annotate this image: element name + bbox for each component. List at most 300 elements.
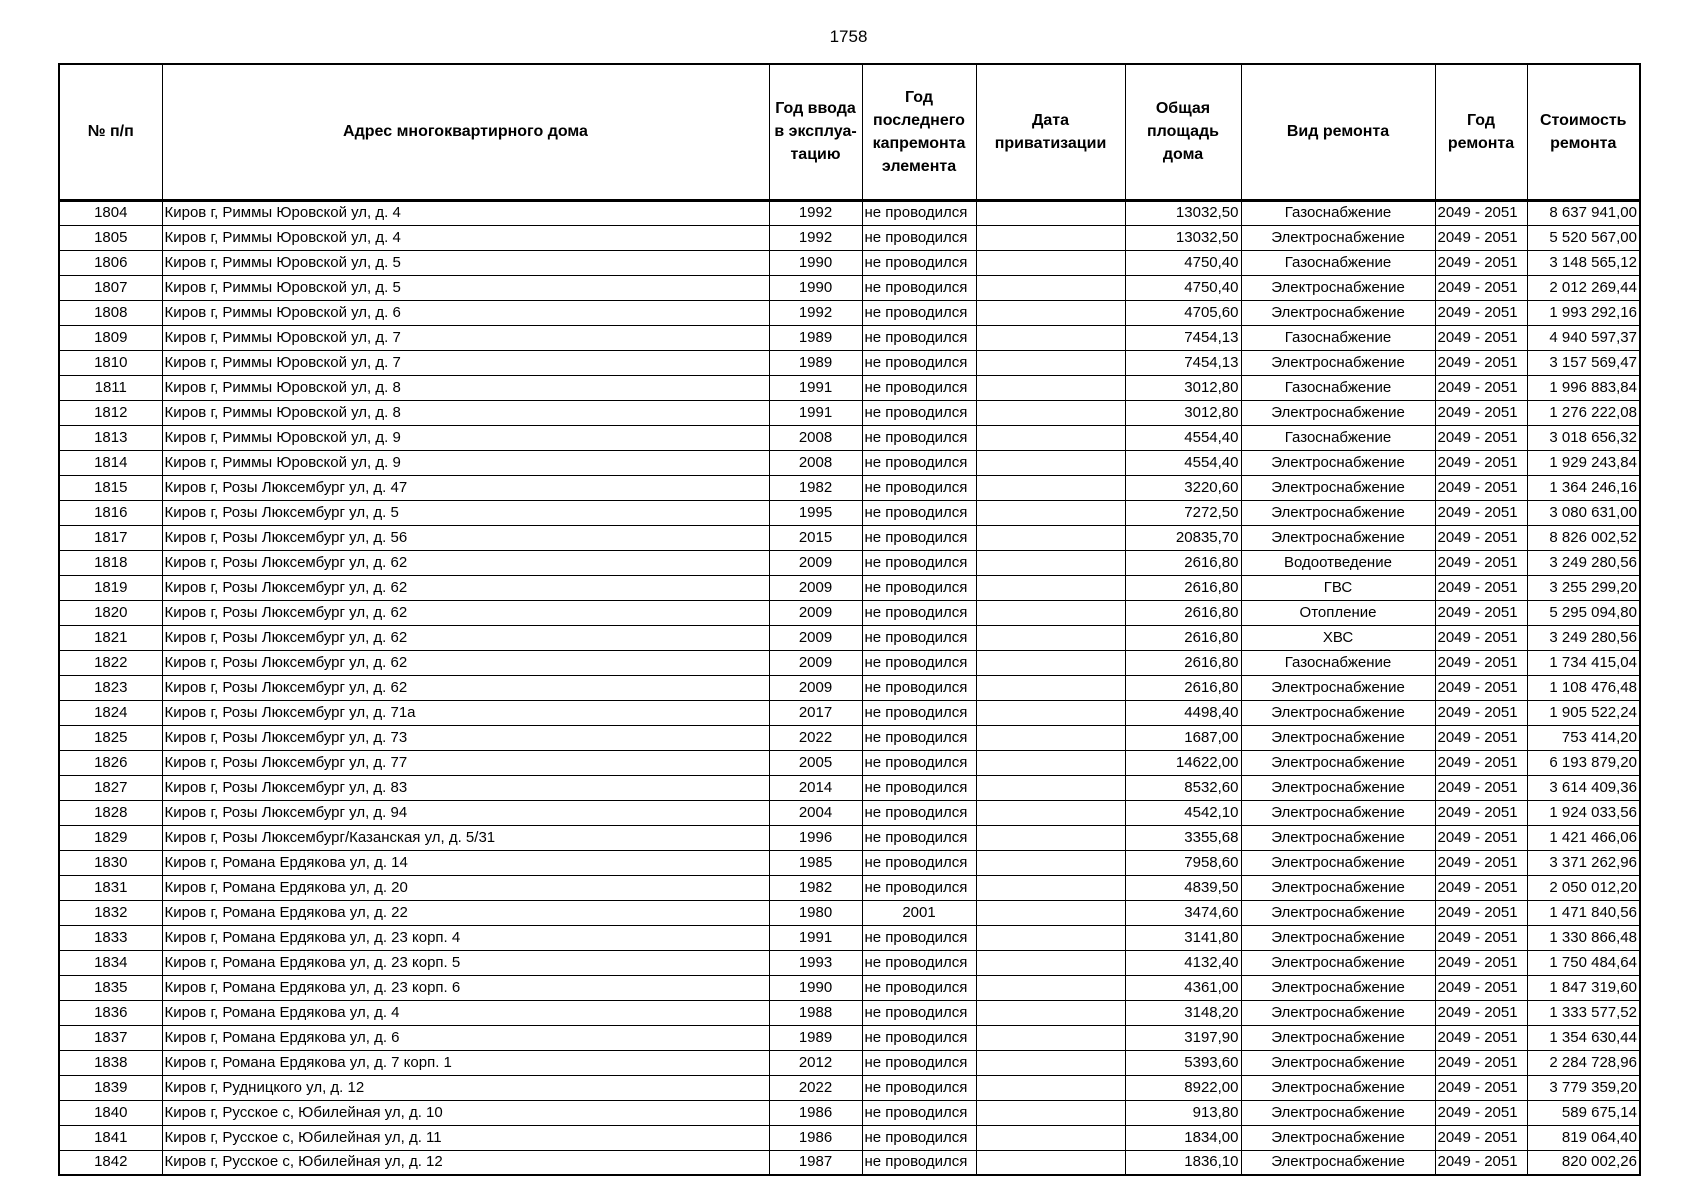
row-year-last-repair: не проводился <box>862 1050 976 1075</box>
row-repair-kind: ХВС <box>1241 625 1435 650</box>
row-repair-year: 2049 - 2051 <box>1435 425 1527 450</box>
table-row <box>59 1150 1640 1175</box>
row-address: Киров г, Риммы Юровской ул, д. 5 <box>162 250 769 275</box>
row-area: 3474,60 <box>1125 900 1241 925</box>
row-repair-kind: Электроснабжение <box>1241 1000 1435 1025</box>
header-cost: Стоимость ремонта <box>1527 64 1640 200</box>
row-year-commission: 1987 <box>769 1150 862 1175</box>
row-year-commission: 2009 <box>769 650 862 675</box>
row-number: 1823 <box>59 675 162 700</box>
row-year-last-repair: не проводился <box>862 450 976 475</box>
repair-register-table <box>58 63 1641 1176</box>
row-year-last-repair: не проводился <box>862 1075 976 1100</box>
table-row <box>59 750 1640 775</box>
row-privatization <box>976 200 1125 225</box>
row-cost: 1 354 630,44 <box>1527 1025 1640 1050</box>
row-privatization <box>976 550 1125 575</box>
row-year-last-repair: не проводился <box>862 850 976 875</box>
row-privatization <box>976 225 1125 250</box>
table-row <box>59 1000 1640 1025</box>
row-privatization <box>976 750 1125 775</box>
row-year-last-repair: не проводился <box>862 825 976 850</box>
row-repair-kind: Отопление <box>1241 600 1435 625</box>
row-year-last-repair: не проводился <box>862 800 976 825</box>
row-year-commission: 1990 <box>769 975 862 1000</box>
table-row <box>59 825 1640 850</box>
row-repair-kind: Электроснабжение <box>1241 775 1435 800</box>
row-number: 1810 <box>59 350 162 375</box>
row-address: Киров г, Романа Ердякова ул, д. 22 <box>162 900 769 925</box>
table-row <box>59 1075 1640 1100</box>
row-privatization <box>976 250 1125 275</box>
row-cost: 1 929 243,84 <box>1527 450 1640 475</box>
row-year-last-repair: не проводился <box>862 625 976 650</box>
row-address: Киров г, Розы Люксембург ул, д. 77 <box>162 750 769 775</box>
row-number: 1833 <box>59 925 162 950</box>
row-repair-year: 2049 - 2051 <box>1435 775 1527 800</box>
row-address: Киров г, Романа Ердякова ул, д. 4 <box>162 1000 769 1025</box>
row-privatization <box>976 500 1125 525</box>
row-year-commission: 1989 <box>769 350 862 375</box>
row-number: 1813 <box>59 425 162 450</box>
page-number: 1758 <box>829 27 868 46</box>
row-year-commission: 1995 <box>769 500 862 525</box>
row-year-commission: 1982 <box>769 875 862 900</box>
row-year-last-repair: не проводился <box>862 525 976 550</box>
row-cost: 1 924 033,56 <box>1527 800 1640 825</box>
row-number: 1814 <box>59 450 162 475</box>
table-row <box>59 300 1640 325</box>
row-address: Киров г, Риммы Юровской ул, д. 8 <box>162 375 769 400</box>
row-cost: 3 255 299,20 <box>1527 575 1640 600</box>
row-number: 1840 <box>59 1100 162 1125</box>
row-cost: 2 012 269,44 <box>1527 275 1640 300</box>
row-area: 2616,80 <box>1125 550 1241 575</box>
row-repair-year: 2049 - 2051 <box>1435 950 1527 975</box>
header-area: Общая площадь дома <box>1125 64 1241 200</box>
row-year-commission: 1989 <box>769 325 862 350</box>
header-address: Адрес многоквартирного дома <box>162 64 769 200</box>
row-year-commission: 1996 <box>769 825 862 850</box>
table-row <box>59 1050 1640 1075</box>
row-year-last-repair: не проводился <box>862 475 976 500</box>
row-privatization <box>976 975 1125 1000</box>
row-repair-kind: Электроснабжение <box>1241 1050 1435 1075</box>
table-row <box>59 375 1640 400</box>
row-year-last-repair: не проводился <box>862 875 976 900</box>
row-number: 1837 <box>59 1025 162 1050</box>
row-area: 4542,10 <box>1125 800 1241 825</box>
table-header-row <box>59 64 1640 200</box>
row-privatization <box>976 775 1125 800</box>
row-number: 1835 <box>59 975 162 1000</box>
table-row <box>59 600 1640 625</box>
row-address: Киров г, Розы Люксембург ул, д. 62 <box>162 625 769 650</box>
row-area: 1836,10 <box>1125 1150 1241 1175</box>
row-area: 3012,80 <box>1125 400 1241 425</box>
row-number: 1831 <box>59 875 162 900</box>
row-cost: 753 414,20 <box>1527 725 1640 750</box>
row-repair-year: 2049 - 2051 <box>1435 875 1527 900</box>
row-repair-year: 2049 - 2051 <box>1435 575 1527 600</box>
table-row <box>59 1100 1640 1125</box>
row-address: Киров г, Риммы Юровской ул, д. 4 <box>162 225 769 250</box>
row-area: 8532,60 <box>1125 775 1241 800</box>
row-year-commission: 2014 <box>769 775 862 800</box>
row-cost: 1 996 883,84 <box>1527 375 1640 400</box>
row-year-commission: 1986 <box>769 1125 862 1150</box>
row-privatization <box>976 1025 1125 1050</box>
header-year-last-repair: Год последнего капремонта элемента <box>862 64 976 200</box>
row-number: 1815 <box>59 475 162 500</box>
row-year-last-repair: не проводился <box>862 325 976 350</box>
row-area: 4705,60 <box>1125 300 1241 325</box>
row-address: Киров г, Розы Люксембург ул, д. 94 <box>162 800 769 825</box>
row-number: 1836 <box>59 1000 162 1025</box>
table-row <box>59 725 1640 750</box>
row-area: 4750,40 <box>1125 250 1241 275</box>
row-year-commission: 2009 <box>769 550 862 575</box>
row-repair-year: 2049 - 2051 <box>1435 275 1527 300</box>
row-year-commission: 2009 <box>769 600 862 625</box>
row-repair-kind: Газоснабжение <box>1241 650 1435 675</box>
row-repair-year: 2049 - 2051 <box>1435 675 1527 700</box>
row-repair-year: 2049 - 2051 <box>1435 1075 1527 1100</box>
row-year-last-repair: не проводился <box>862 775 976 800</box>
row-year-last-repair: не проводился <box>862 1025 976 1050</box>
row-repair-kind: Электроснабжение <box>1241 725 1435 750</box>
row-privatization <box>976 700 1125 725</box>
row-repair-year: 2049 - 2051 <box>1435 800 1527 825</box>
row-cost: 1 276 222,08 <box>1527 400 1640 425</box>
row-area: 2616,80 <box>1125 625 1241 650</box>
row-number: 1807 <box>59 275 162 300</box>
row-repair-year: 2049 - 2051 <box>1435 375 1527 400</box>
row-repair-year: 2049 - 2051 <box>1435 750 1527 775</box>
row-repair-kind: Электроснабжение <box>1241 225 1435 250</box>
row-privatization <box>976 450 1125 475</box>
row-privatization <box>976 650 1125 675</box>
row-year-last-repair: не проводился <box>862 1100 976 1125</box>
table-row <box>59 625 1640 650</box>
row-number: 1805 <box>59 225 162 250</box>
row-year-last-repair: не проводился <box>862 975 976 1000</box>
row-year-last-repair: не проводился <box>862 200 976 225</box>
row-privatization <box>976 275 1125 300</box>
row-address: Киров г, Риммы Юровской ул, д. 7 <box>162 325 769 350</box>
row-privatization <box>976 475 1125 500</box>
row-address: Киров г, Розы Люксембург ул, д. 83 <box>162 775 769 800</box>
table-row <box>59 875 1640 900</box>
table-row <box>59 525 1640 550</box>
row-repair-year: 2049 - 2051 <box>1435 700 1527 725</box>
row-repair-kind: Электроснабжение <box>1241 750 1435 775</box>
row-cost: 1 421 466,06 <box>1527 825 1640 850</box>
row-area: 7454,13 <box>1125 325 1241 350</box>
row-cost: 5 295 094,80 <box>1527 600 1640 625</box>
row-address: Киров г, Русское с, Юбилейная ул, д. 11 <box>162 1125 769 1150</box>
row-repair-kind: Электроснабжение <box>1241 950 1435 975</box>
row-privatization <box>976 950 1125 975</box>
row-repair-year: 2049 - 2051 <box>1435 650 1527 675</box>
table-row <box>59 925 1640 950</box>
table-row <box>59 1125 1640 1150</box>
row-year-last-repair: не проводился <box>862 700 976 725</box>
row-area: 4839,50 <box>1125 875 1241 900</box>
row-repair-kind: Электроснабжение <box>1241 275 1435 300</box>
row-privatization <box>976 825 1125 850</box>
row-number: 1830 <box>59 850 162 875</box>
row-year-commission: 1991 <box>769 375 862 400</box>
table-row <box>59 275 1640 300</box>
row-privatization <box>976 375 1125 400</box>
row-area: 4361,00 <box>1125 975 1241 1000</box>
row-privatization <box>976 400 1125 425</box>
row-repair-kind: ГВС <box>1241 575 1435 600</box>
row-year-commission: 1982 <box>769 475 862 500</box>
header-year-commission: Год ввода в эксплуа-тацию <box>769 64 862 200</box>
table-row <box>59 975 1640 1000</box>
row-area: 7454,13 <box>1125 350 1241 375</box>
row-number: 1816 <box>59 500 162 525</box>
row-repair-year: 2049 - 2051 <box>1435 1000 1527 1025</box>
row-privatization <box>976 525 1125 550</box>
row-area: 13032,50 <box>1125 225 1241 250</box>
row-year-last-repair: не проводился <box>862 1150 976 1175</box>
row-number: 1817 <box>59 525 162 550</box>
row-cost: 2 284 728,96 <box>1527 1050 1640 1075</box>
row-area: 3197,90 <box>1125 1025 1241 1050</box>
row-repair-kind: Электроснабжение <box>1241 1150 1435 1175</box>
row-repair-kind: Электроснабжение <box>1241 300 1435 325</box>
table-row <box>59 475 1640 500</box>
row-number: 1829 <box>59 825 162 850</box>
row-repair-kind: Электроснабжение <box>1241 475 1435 500</box>
row-area: 3220,60 <box>1125 475 1241 500</box>
row-year-commission: 1989 <box>769 1025 862 1050</box>
row-address: Киров г, Розы Люксембург ул, д. 62 <box>162 675 769 700</box>
row-repair-year: 2049 - 2051 <box>1435 1025 1527 1050</box>
row-repair-year: 2049 - 2051 <box>1435 1050 1527 1075</box>
header-privatization: Дата приватизации <box>976 64 1125 200</box>
row-area: 1687,00 <box>1125 725 1241 750</box>
row-area: 2616,80 <box>1125 600 1241 625</box>
table-row <box>59 575 1640 600</box>
row-address: Киров г, Риммы Юровской ул, д. 6 <box>162 300 769 325</box>
row-number: 1821 <box>59 625 162 650</box>
row-repair-year: 2049 - 2051 <box>1435 625 1527 650</box>
row-cost: 3 779 359,20 <box>1527 1075 1640 1100</box>
row-address: Киров г, Риммы Юровской ул, д. 7 <box>162 350 769 375</box>
row-cost: 1 750 484,64 <box>1527 950 1640 975</box>
row-cost: 6 193 879,20 <box>1527 750 1640 775</box>
row-year-commission: 2008 <box>769 450 862 475</box>
row-cost: 1 330 866,48 <box>1527 925 1640 950</box>
row-year-last-repair: 2001 <box>862 900 976 925</box>
row-number: 1822 <box>59 650 162 675</box>
row-repair-kind: Электроснабжение <box>1241 825 1435 850</box>
row-area: 3355,68 <box>1125 825 1241 850</box>
row-number: 1809 <box>59 325 162 350</box>
table-row <box>59 800 1640 825</box>
row-privatization <box>976 800 1125 825</box>
row-year-last-repair: не проводился <box>862 1000 976 1025</box>
row-repair-kind: Электроснабжение <box>1241 975 1435 1000</box>
row-address: Киров г, Романа Ердякова ул, д. 23 корп. 6 <box>162 975 769 1000</box>
row-address: Киров г, Романа Ердякова ул, д. 14 <box>162 850 769 875</box>
row-address: Киров г, Розы Люксембург ул, д. 5 <box>162 500 769 525</box>
row-year-last-repair: не проводился <box>862 275 976 300</box>
table-row <box>59 400 1640 425</box>
row-year-commission: 2005 <box>769 750 862 775</box>
table-row <box>59 900 1640 925</box>
row-cost: 3 371 262,96 <box>1527 850 1640 875</box>
row-area: 913,80 <box>1125 1100 1241 1125</box>
row-repair-kind: Газоснабжение <box>1241 325 1435 350</box>
row-area: 3141,80 <box>1125 925 1241 950</box>
row-number: 1806 <box>59 250 162 275</box>
table-row <box>59 450 1640 475</box>
row-privatization <box>976 425 1125 450</box>
row-repair-kind: Электроснабжение <box>1241 500 1435 525</box>
row-area: 4132,40 <box>1125 950 1241 975</box>
row-area: 3148,20 <box>1125 1000 1241 1025</box>
row-cost: 3 018 656,32 <box>1527 425 1640 450</box>
row-number: 1839 <box>59 1075 162 1100</box>
row-area: 4750,40 <box>1125 275 1241 300</box>
table-body <box>59 200 1640 1175</box>
row-cost: 820 002,26 <box>1527 1150 1640 1175</box>
row-year-last-repair: не проводился <box>862 950 976 975</box>
row-cost: 1 333 577,52 <box>1527 1000 1640 1025</box>
row-privatization <box>976 600 1125 625</box>
row-address: Киров г, Русское с, Юбилейная ул, д. 12 <box>162 1150 769 1175</box>
row-repair-year: 2049 - 2051 <box>1435 350 1527 375</box>
table-row <box>59 225 1640 250</box>
table-row <box>59 425 1640 450</box>
row-cost: 3 249 280,56 <box>1527 625 1640 650</box>
row-cost: 1 734 415,04 <box>1527 650 1640 675</box>
row-repair-kind: Электроснабжение <box>1241 525 1435 550</box>
table-row <box>59 775 1640 800</box>
row-repair-kind: Водоотведение <box>1241 550 1435 575</box>
row-year-last-repair: не проводился <box>862 1125 976 1150</box>
row-year-commission: 2022 <box>769 725 862 750</box>
row-number: 1841 <box>59 1125 162 1150</box>
row-address: Киров г, Романа Ердякова ул, д. 23 корп. 4 <box>162 925 769 950</box>
row-year-commission: 1992 <box>769 225 862 250</box>
row-privatization <box>976 1100 1125 1125</box>
row-cost: 2 050 012,20 <box>1527 875 1640 900</box>
row-address: Киров г, Розы Люксембург ул, д. 56 <box>162 525 769 550</box>
row-repair-year: 2049 - 2051 <box>1435 525 1527 550</box>
row-cost: 819 064,40 <box>1527 1125 1640 1150</box>
row-address: Киров г, Розы Люксембург ул, д. 47 <box>162 475 769 500</box>
row-repair-kind: Газоснабжение <box>1241 200 1435 225</box>
row-year-commission: 2009 <box>769 675 862 700</box>
row-repair-year: 2049 - 2051 <box>1435 475 1527 500</box>
row-address: Киров г, Розы Люксембург ул, д. 62 <box>162 600 769 625</box>
row-repair-kind: Газоснабжение <box>1241 425 1435 450</box>
row-number: 1827 <box>59 775 162 800</box>
row-number: 1826 <box>59 750 162 775</box>
row-address: Киров г, Розы Люксембург/Казанская ул, д. 5/31 <box>162 825 769 850</box>
header-num: № п/п <box>59 64 162 200</box>
row-repair-year: 2049 - 2051 <box>1435 200 1527 225</box>
header-repair-kind: Вид ремонта <box>1241 64 1435 200</box>
row-cost: 4 940 597,37 <box>1527 325 1640 350</box>
row-privatization <box>976 1125 1125 1150</box>
row-number: 1812 <box>59 400 162 425</box>
row-year-commission: 2009 <box>769 575 862 600</box>
row-repair-kind: Электроснабжение <box>1241 450 1435 475</box>
row-number: 1842 <box>59 1150 162 1175</box>
table-row <box>59 1025 1640 1050</box>
row-cost: 1 905 522,24 <box>1527 700 1640 725</box>
row-cost: 3 080 631,00 <box>1527 500 1640 525</box>
row-area: 7958,60 <box>1125 850 1241 875</box>
row-privatization <box>976 1050 1125 1075</box>
row-address: Киров г, Романа Ердякова ул, д. 7 корп. 1 <box>162 1050 769 1075</box>
row-repair-kind: Электроснабжение <box>1241 1075 1435 1100</box>
row-year-last-repair: не проводился <box>862 600 976 625</box>
row-area: 2616,80 <box>1125 650 1241 675</box>
row-repair-kind: Электроснабжение <box>1241 925 1435 950</box>
row-repair-year: 2049 - 2051 <box>1435 500 1527 525</box>
row-repair-year: 2049 - 2051 <box>1435 725 1527 750</box>
row-year-last-repair: не проводился <box>862 550 976 575</box>
row-repair-kind: Газоснабжение <box>1241 250 1435 275</box>
row-area: 3012,80 <box>1125 375 1241 400</box>
row-year-last-repair: не проводился <box>862 375 976 400</box>
table-row <box>59 325 1640 350</box>
row-cost: 3 148 565,12 <box>1527 250 1640 275</box>
row-privatization <box>976 850 1125 875</box>
row-area: 1834,00 <box>1125 1125 1241 1150</box>
row-privatization <box>976 1075 1125 1100</box>
row-privatization <box>976 925 1125 950</box>
row-repair-year: 2049 - 2051 <box>1435 250 1527 275</box>
row-cost: 1 108 476,48 <box>1527 675 1640 700</box>
row-address: Киров г, Риммы Юровской ул, д. 8 <box>162 400 769 425</box>
row-area: 4498,40 <box>1125 700 1241 725</box>
table-row <box>59 350 1640 375</box>
row-cost: 1 993 292,16 <box>1527 300 1640 325</box>
row-repair-kind: Электроснабжение <box>1241 400 1435 425</box>
row-address: Киров г, Рудницкого ул, д. 12 <box>162 1075 769 1100</box>
row-repair-kind: Газоснабжение <box>1241 375 1435 400</box>
row-privatization <box>976 325 1125 350</box>
table-row <box>59 700 1640 725</box>
row-repair-year: 2049 - 2051 <box>1435 975 1527 1000</box>
table-row <box>59 200 1640 225</box>
row-area: 20835,70 <box>1125 525 1241 550</box>
row-year-last-repair: не проводился <box>862 400 976 425</box>
row-number: 1808 <box>59 300 162 325</box>
table-row <box>59 675 1640 700</box>
row-address: Киров г, Риммы Юровской ул, д. 5 <box>162 275 769 300</box>
row-repair-kind: Электроснабжение <box>1241 350 1435 375</box>
row-repair-year: 2049 - 2051 <box>1435 550 1527 575</box>
row-address: Киров г, Розы Люксембург ул, д. 71а <box>162 700 769 725</box>
row-year-last-repair: не проводился <box>862 350 976 375</box>
row-number: 1832 <box>59 900 162 925</box>
row-year-commission: 1990 <box>769 250 862 275</box>
row-year-commission: 1991 <box>769 400 862 425</box>
row-number: 1838 <box>59 1050 162 1075</box>
row-number: 1825 <box>59 725 162 750</box>
row-repair-kind: Электроснабжение <box>1241 875 1435 900</box>
